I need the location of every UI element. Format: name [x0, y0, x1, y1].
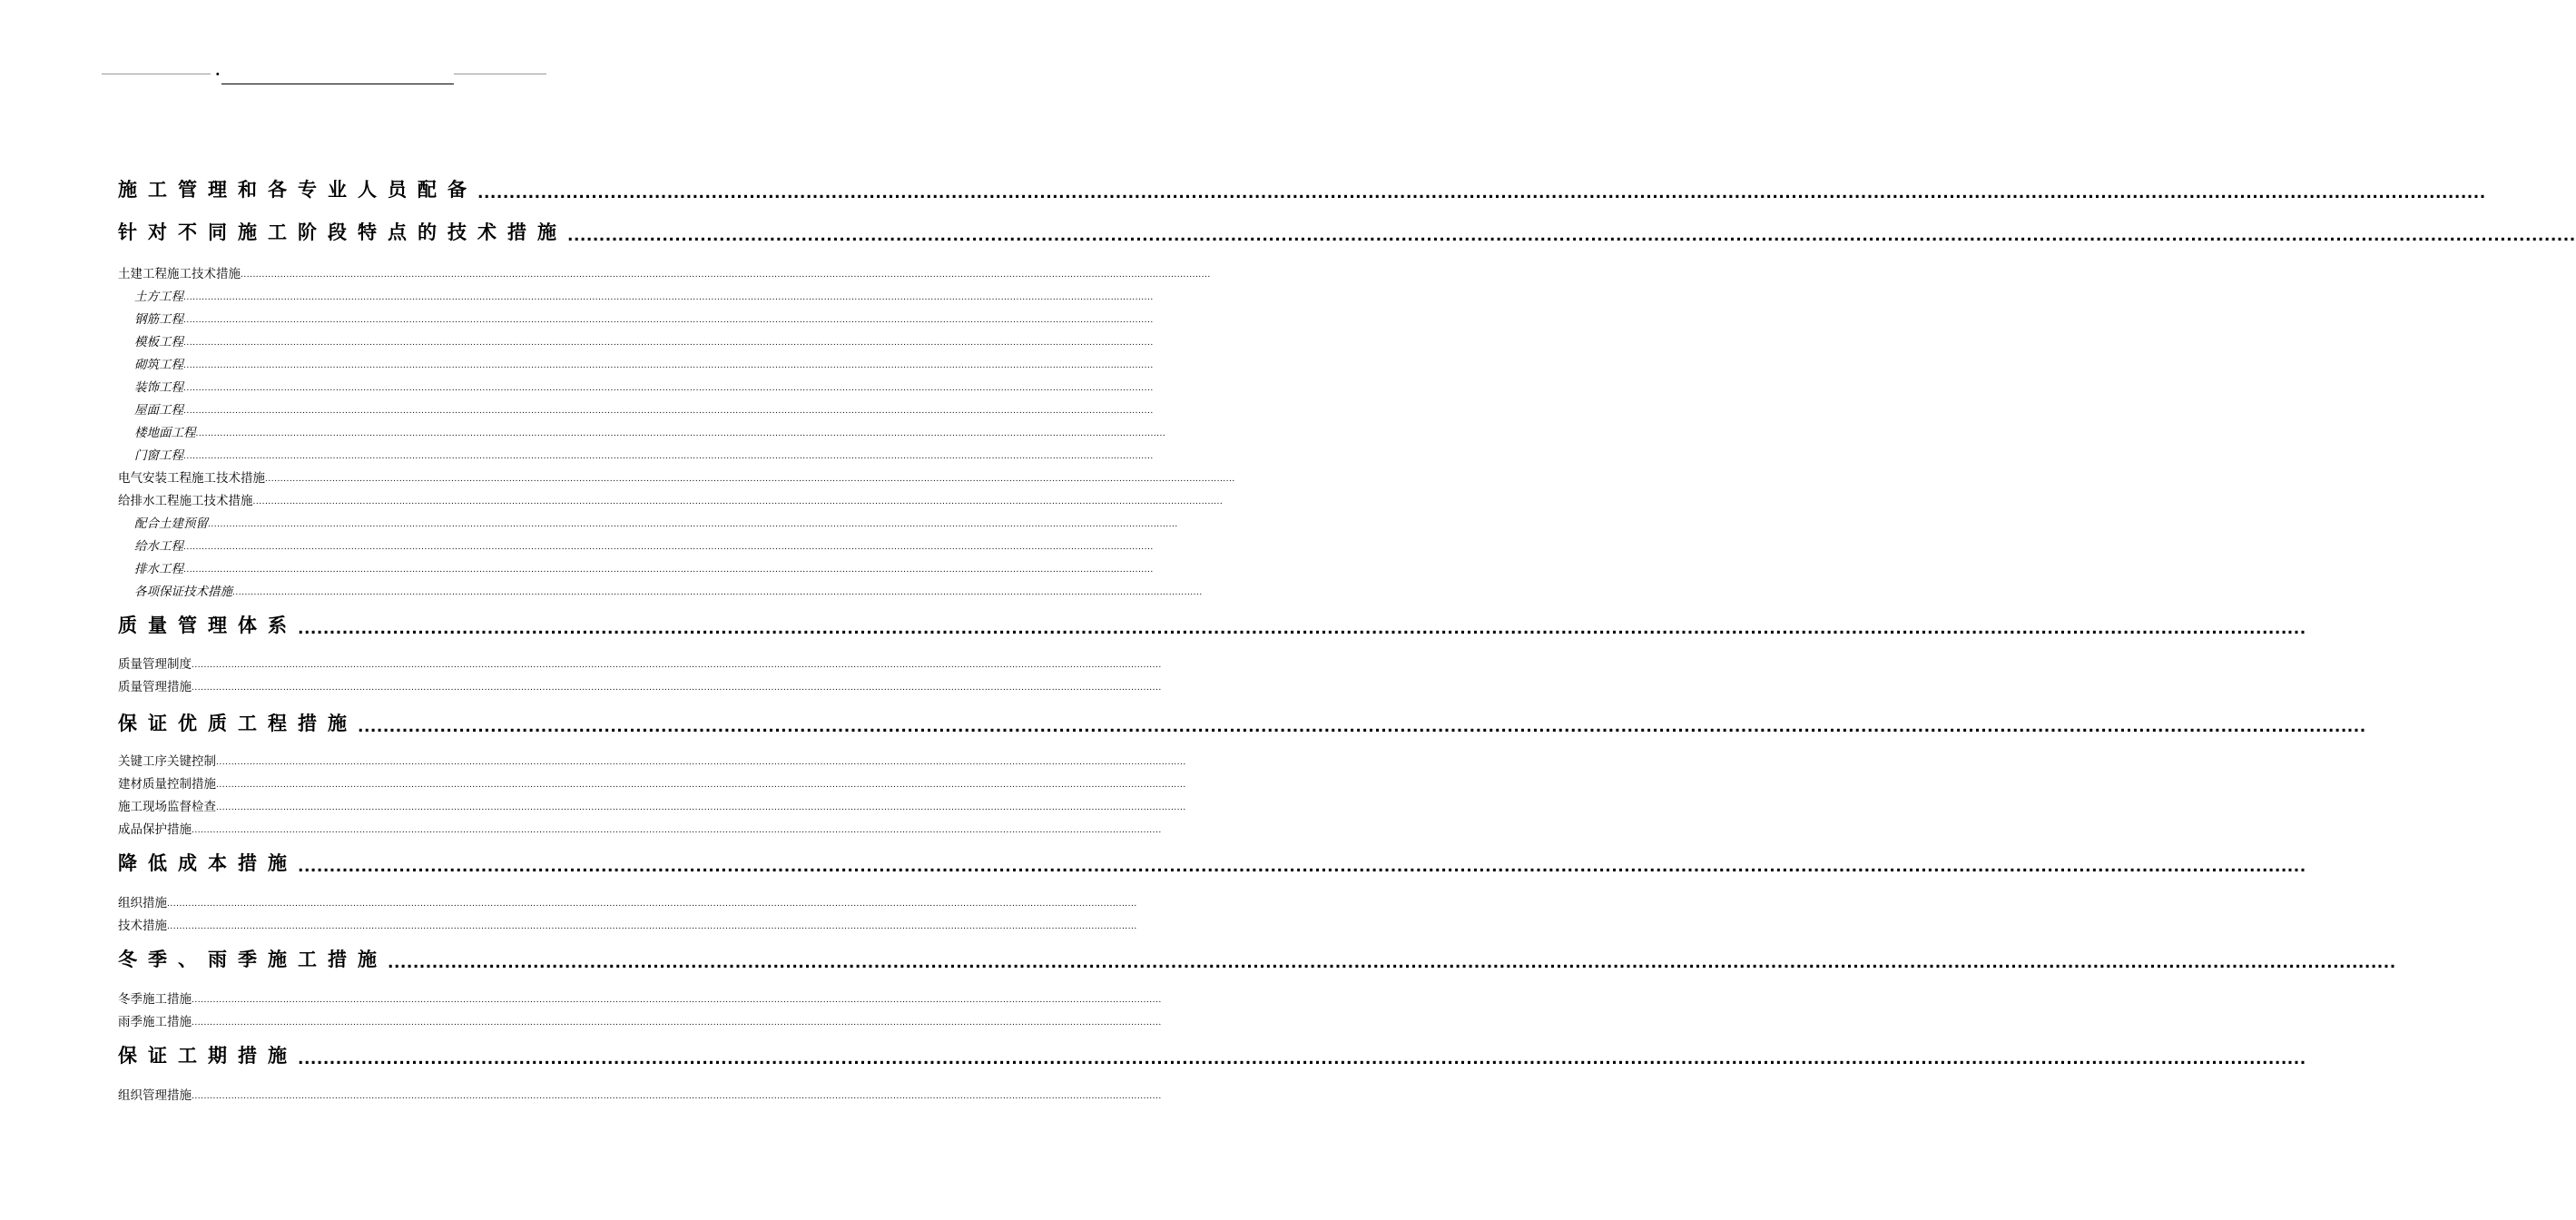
toc-leader-dots: ..............................................................................................................................................................................................................................................................................................................................	[183, 384, 1154, 393]
toc-leader-dots: ..............................................................................................................................................................................................................................................................................................................................	[167, 900, 1137, 909]
toc-leader-dots: ..............................................................................................................................................................................................................................................................................................................................	[195, 429, 1166, 438]
toc-leader-dots: ..............................................................................................................................................................................................................................................................................................................................	[192, 1092, 1162, 1101]
toc-entry[interactable]	[118, 310, 1154, 327]
toc-entry-title: 施工管理和各专业人员配备	[118, 179, 477, 201]
toc-leader-dots: ..............................................................................................................................................................................................................................................................................................................................	[192, 996, 1162, 1005]
toc-leader-dots: ..............................................................................................................................................................................................................................................................................................................................	[192, 1018, 1162, 1028]
toc-leader-dots: ..............................................................................................................................................................................................................................................................................................................................	[232, 588, 1203, 597]
toc-entry[interactable]	[118, 288, 1154, 304]
toc-entry[interactable]	[118, 401, 1154, 418]
page-header	[102, 62, 556, 89]
toc-entry-title: 成品保护措施	[118, 822, 192, 837]
toc-entry[interactable]	[118, 447, 1154, 463]
toc-leader-dots: ..............................................................................................................................................................................................................................................................................................................................	[265, 475, 1235, 484]
toc-entry[interactable]	[118, 220, 2576, 245]
toc-entry-title: 针对不同施工阶段特点的技术措施	[118, 221, 567, 243]
toc-entry-title: 保证工期措施	[118, 1045, 298, 1067]
toc-entry-title: 配合土建预留	[134, 517, 208, 531]
toc-entry[interactable]	[118, 492, 1224, 508]
toc-leader-dots: ..............................................................................................................................................................................................................................................................................................................................	[192, 684, 1162, 693]
toc-entry[interactable]	[118, 821, 1162, 837]
toc-leader-dots: ..............................................................................................................................................................................................................................................................................................................................	[216, 803, 1186, 812]
toc-entry-title: 降低成本措施	[118, 852, 298, 874]
toc-entry-title: 关键工序关键控制	[118, 754, 216, 769]
toc-leader-dots: ..............................................................................................................................................................................................................................................................................................................................	[298, 858, 2306, 876]
toc-leader-dots: ..............................................................................................................................................................................................................................................................................................................................	[358, 718, 2366, 736]
toc-entry-title: 质量管理体系	[118, 615, 298, 636]
toc-entry-title: 屋面工程	[134, 403, 183, 418]
toc-entry[interactable]	[118, 1013, 1162, 1029]
toc-entry-title: 门窗工程	[134, 448, 183, 463]
toc-leader-dots: ..............................................................................................................................................................................................................................................................................................................................	[241, 271, 1211, 280]
toc-entry-title: 楼地面工程	[134, 426, 196, 440]
toc-entry[interactable]	[118, 356, 1154, 372]
toc-leader-dots: ..............................................................................................................................................................................................................................................................................................................................	[192, 826, 1162, 835]
toc-leader-dots: ..............................................................................................................................................................................................................................................................................................................................	[192, 661, 1162, 670]
toc-entry-title: 雨季施工措施	[118, 1015, 192, 1029]
toc-entry-title: 施工现场监督检查	[118, 800, 216, 814]
toc-entry-title: 组织措施	[118, 896, 167, 910]
toc-leader-dots: ..............................................................................................................................................................................................................................................................................................................................	[167, 922, 1137, 931]
toc-entry[interactable]	[118, 917, 1137, 933]
toc-leader-dots: ..............................................................................................................................................................................................................................................................................................................................	[388, 954, 2396, 972]
toc-entry-title: 保证优质工程措施	[118, 713, 358, 734]
toc-entry-title: 排水工程	[134, 562, 183, 576]
toc-leader-dots: ..............................................................................................................................................................................................................................................................................................................................	[183, 566, 1154, 575]
toc-entry[interactable]	[118, 537, 1154, 554]
toc-entry[interactable]	[118, 655, 1162, 672]
toc-entry[interactable]	[118, 990, 1162, 1007]
toc-entry-title: 模板工程	[134, 335, 183, 349]
toc-entry[interactable]	[118, 177, 2486, 202]
toc-entry[interactable]	[118, 515, 1178, 531]
toc-leader-dots: ..............................................................................................................................................................................................................................................................................................................................	[183, 316, 1154, 325]
toc-entry-title: 质量管理措施	[118, 680, 192, 694]
toc-leader-dots: ..............................................................................................................................................................................................................................................................................................................................	[477, 184, 2486, 202]
toc-entry-title: 电气安装工程施工技术措施	[118, 471, 265, 486]
toc-entry[interactable]	[118, 775, 1186, 792]
toc-entry-title: 给水工程	[134, 539, 183, 554]
toc-leader-dots: ..............................................................................................................................................................................................................................................................................................................................	[216, 758, 1186, 767]
toc-entry[interactable]	[118, 265, 1211, 281]
toc-entry[interactable]	[118, 469, 1235, 486]
toc-entry[interactable]	[118, 894, 1137, 910]
toc-leader-dots: ..............................................................................................................................................................................................................................................................................................................................	[567, 227, 2576, 245]
header-dot: .	[215, 62, 221, 79]
toc-entry-title: 建材质量控制措施	[118, 777, 216, 792]
toc-leader-dots: ..............................................................................................................................................................................................................................................................................................................................	[298, 620, 2306, 638]
toc-entry[interactable]	[118, 947, 2396, 972]
toc-entry[interactable]	[118, 851, 2306, 876]
toc-entry[interactable]	[118, 1043, 2306, 1068]
toc-leader-dots: ..............................................................................................................................................................................................................................................................................................................................	[208, 520, 1178, 529]
toc-entry[interactable]	[118, 678, 1162, 694]
toc-entry[interactable]	[118, 711, 2366, 736]
toc-entry-title: 各项保证技术措施	[134, 585, 232, 599]
toc-entry-title: 冬季施工措施	[118, 992, 192, 1007]
toc-entry-title: 土建工程施工技术措施	[118, 267, 241, 281]
toc-entry[interactable]	[118, 798, 1186, 814]
toc-leader-dots: ..............................................................................................................................................................................................................................................................................................................................	[252, 497, 1224, 507]
toc-entry[interactable]	[118, 753, 1186, 769]
toc-entry[interactable]	[118, 613, 2306, 638]
toc-leader-dots: ..............................................................................................................................................................................................................................................................................................................................	[298, 1050, 2306, 1068]
toc-leader-dots: ..............................................................................................................................................................................................................................................................................................................................	[183, 543, 1154, 552]
toc-entry-title: 组织管理措施	[118, 1088, 192, 1103]
toc-leader-dots: ..............................................................................................................................................................................................................................................................................................................................	[183, 407, 1154, 416]
toc-entry[interactable]	[118, 583, 1203, 599]
toc-leader-dots: ..............................................................................................................................................................................................................................................................................................................................	[183, 452, 1154, 461]
toc-entry-title: 装饰工程	[134, 380, 183, 395]
toc-entry-title: 技术措施	[118, 919, 167, 933]
toc-entry-title: 钢筋工程	[134, 312, 183, 327]
toc-leader-dots: ..............................................................................................................................................................................................................................................................................................................................	[183, 293, 1154, 302]
toc-entry-title: 给排水工程施工技术措施	[118, 494, 253, 508]
toc-entry[interactable]	[118, 379, 1154, 395]
toc-entry-title: 质量管理制度	[118, 657, 192, 672]
toc-leader-dots: ..............................................................................................................................................................................................................................................................................................................................	[216, 781, 1186, 790]
toc-entry[interactable]	[118, 424, 1166, 440]
toc-entry-title: 冬季、雨季施工措施	[118, 949, 388, 970]
toc-entry[interactable]	[118, 333, 1154, 349]
toc-entry-title: 土方工程	[134, 290, 183, 304]
toc-entry[interactable]	[118, 560, 1154, 576]
toc-entry-title: 砌筑工程	[134, 358, 183, 372]
toc-leader-dots: ..............................................................................................................................................................................................................................................................................................................................	[183, 339, 1154, 348]
toc-leader-dots: ..............................................................................................................................................................................................................................................................................................................................	[183, 361, 1154, 370]
toc-entry[interactable]	[118, 1087, 1162, 1103]
